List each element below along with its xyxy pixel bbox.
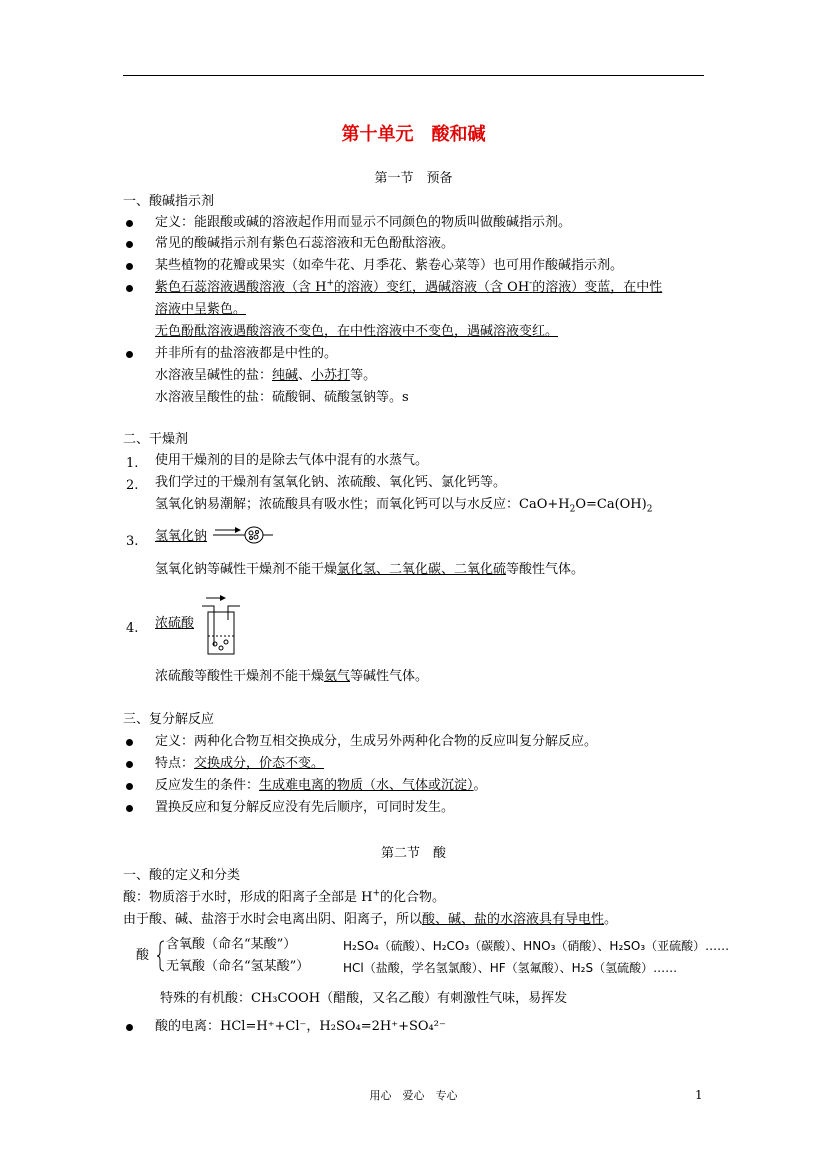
page-title: 第十单元 酸和碱 xyxy=(341,124,486,145)
page-footer: 用心 爱心 专心 xyxy=(369,1089,458,1102)
desiccant-purpose: 使用干燥剂的目的是除去气体中混有的水蒸气。 xyxy=(155,453,429,468)
bullet-icon xyxy=(126,783,133,790)
oxyacid-list: H₂SO₄（硫酸）、H₂CO₃（碳酸）、HNO₃（硝酸）、H₂SO₃（亚硫酸）…… xyxy=(343,939,730,953)
list-number: 1. xyxy=(126,456,139,471)
bullet-icon xyxy=(126,351,133,358)
naoh-label: 氢氧化钠 xyxy=(155,529,208,544)
bullet-icon xyxy=(126,241,133,248)
heading-acid-classification: 一、酸的定义和分类 xyxy=(123,868,241,883)
dd-features: 特点：交换成分，价态不变。 xyxy=(155,756,325,771)
heading-desiccants: 二、干燥剂 xyxy=(123,432,189,447)
organic-acid-note: 特殊的有机酸：CH₃COOH（醋酸，又名乙酸）有刺激性气味，易挥发 xyxy=(160,991,568,1006)
bullet-icon xyxy=(126,263,133,270)
naoh-limitation: 氢氧化钠等碱性干燥剂不能干燥氯化氢、二氧化碳、二氧化硫等酸性气体。 xyxy=(155,562,585,577)
acid-ionization: 酸的电离：HCl=H⁺+Cl⁻，H₂SO₄=2H⁺+SO₄²⁻ xyxy=(155,1019,446,1034)
heading-indicators: 一、酸碱指示剂 xyxy=(123,194,215,209)
acidic-salts: 水溶液呈酸性的盐：硫酸铜、硫酸氢钠等。s xyxy=(155,390,409,405)
acid-conductivity: 由于酸、碱、盐溶于水时会电离出阴、阳离子，所以酸、碱、盐的水溶液具有导电性。 xyxy=(123,912,618,927)
dd-conditions: 反应发生的条件：生成难电离的物质（水、气体或沉淀）。 xyxy=(155,778,487,793)
salt-note: 并非所有的盐溶液都是中性的。 xyxy=(155,346,338,361)
heading-double-displacement: 三、复分解反应 xyxy=(123,712,215,727)
bullet-icon xyxy=(126,739,133,746)
list-number: 3. xyxy=(126,534,139,549)
indicator-plants: 某些植物的花瓣或果实（如牵牛花、月季花、紫卷心菜等）也可用作酸碱指示剂。 xyxy=(155,258,624,273)
header-rule xyxy=(123,75,704,76)
litmus-rule: 紫色石蕊溶液遇酸溶液（含 H+的溶液）变红，遇碱溶液（含 OH-的溶液）变蓝，在中性 xyxy=(155,278,663,295)
dd-definition: 定义：两种化合物互相交换成分，生成另外两种化合物的反应叫复分解反应。 xyxy=(155,734,598,749)
phenolphthalein-rule: 无色酚酞溶液遇酸溶液不变色，在中性溶液中不变色，遇碱溶液变红。 xyxy=(155,324,559,339)
oxyacid-label: 含氧酸（命名“某酸”） xyxy=(166,937,297,952)
h2so4-label: 浓硫酸 xyxy=(155,616,195,631)
nonoxyacid-label: 无氧酸（命名“氢某酸”） xyxy=(166,959,310,974)
drying-tube-icon xyxy=(213,524,273,546)
indicator-definition: 定义：能跟酸或碱的溶液起作用而显示不同颜色的物质叫做酸碱指示剂。 xyxy=(155,215,572,230)
desiccant-notes: 氢氧化钠易潮解；浓硫酸具有吸水性；而氧化钙可以与水反应：$CaO+H_2O=Ca(OH)_2$ xyxy=(155,497,653,515)
desiccant-list: 我们学过的干燥剂有氢氧化钠、浓硫酸、氧化钙、氯化钙等。 xyxy=(155,475,507,490)
basic-salts: 水溶液呈碱性的盐：纯碱、小苏打等。 xyxy=(155,368,377,383)
brace-icon xyxy=(157,940,165,972)
acid-definition: 酸：物质溶于水时，形成的阳离子全部是 H+的化合物。 xyxy=(123,888,446,905)
list-number: 2. xyxy=(126,478,139,493)
bullet-icon xyxy=(126,285,133,292)
h2so4-limitation: 浓硫酸等酸性干燥剂不能干燥氨气等碱性气体。 xyxy=(155,669,429,684)
nonoxyacid-list: HCl（盐酸，学名氢氯酸）、HF（氢氟酸）、H₂S（氢硫酸）…… xyxy=(343,961,678,975)
bullet-icon xyxy=(126,805,133,812)
bullet-icon xyxy=(126,220,133,227)
bullet-icon xyxy=(126,761,133,768)
dd-order: 置换反应和复分解反应没有先后顺序，可同时发生。 xyxy=(155,800,455,815)
indicator-common: 常见的酸碱指示剂有紫色石蕊溶液和无色酚酞溶液。 xyxy=(155,236,455,251)
bullet-icon xyxy=(126,1024,133,1031)
list-number: 4. xyxy=(126,621,139,636)
acid-label: 酸 xyxy=(136,948,150,963)
litmus-rule-line2: 溶液中呈紫色。 xyxy=(155,302,247,317)
gas-washing-bottle-icon xyxy=(200,594,242,656)
section-heading-2: 第二节 酸 xyxy=(380,846,446,861)
page-number: 1 xyxy=(695,1088,703,1102)
section-heading-1: 第一节 预备 xyxy=(374,171,453,186)
